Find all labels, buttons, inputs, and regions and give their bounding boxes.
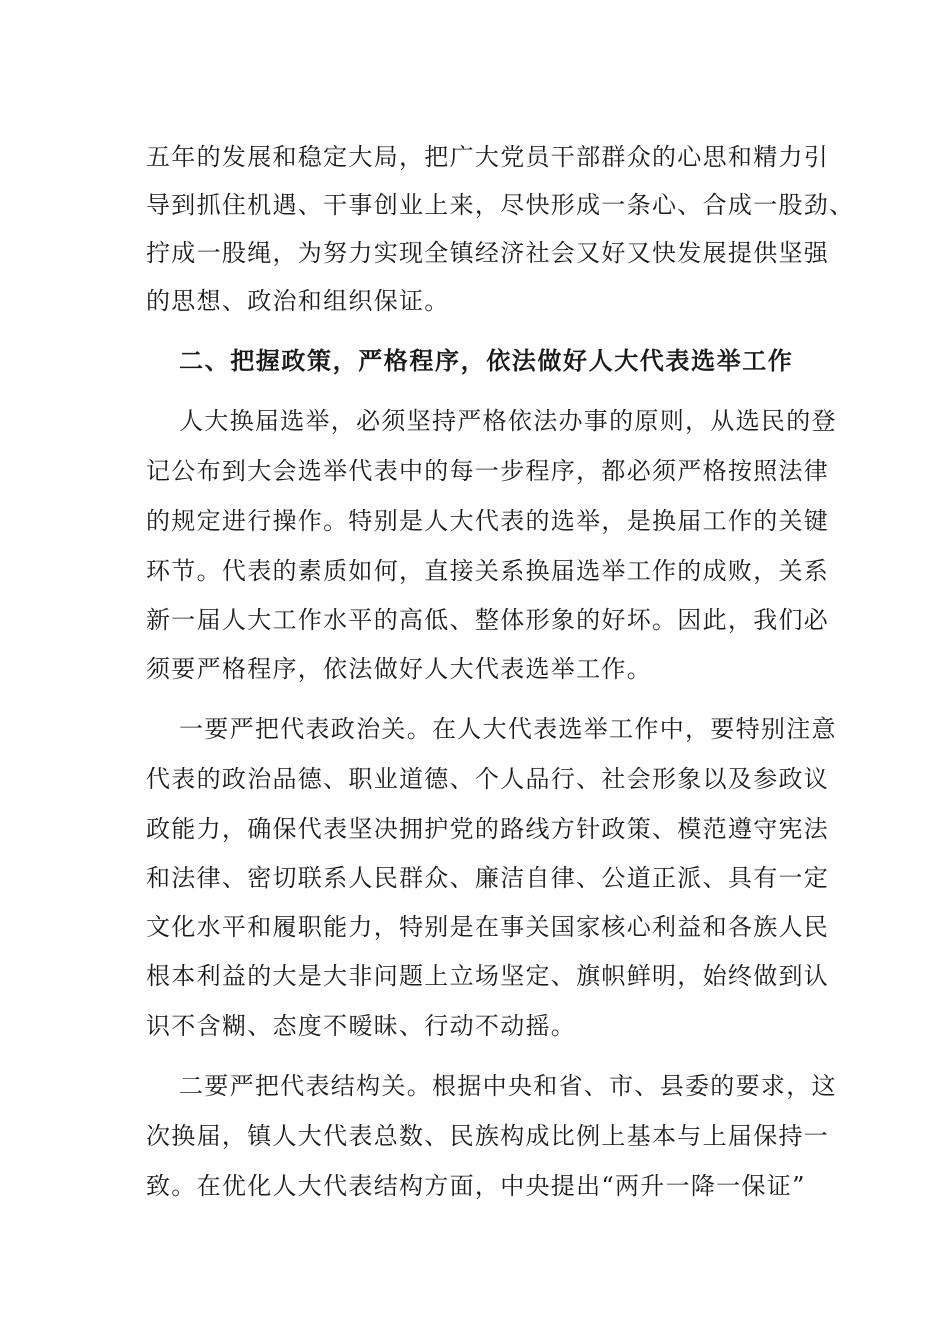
text-line: 导到抓住机遇、干事创业上来，尽快形成一条心、合成一股劲、 bbox=[146, 191, 855, 219]
text-line: 文化水平和履职能力，特别是在事关国家核心利益和各族人民 bbox=[146, 913, 830, 941]
text-line: 拧成一股绳，为努力实现全镇经济社会又好又快发展提供坚强 bbox=[146, 239, 830, 267]
text-line: 和法律、密切联系人民群众、廉洁自律、公道正派、具有一定 bbox=[146, 864, 830, 892]
text-line: 次换届，镇人大代表总数、民族构成比例上基本与上届保持一 bbox=[146, 1122, 830, 1150]
section-heading: 二、把握政策，严格程序，依法做好人大代表选举工作 bbox=[179, 346, 794, 375]
text-line: 的规定进行操作。特别是人大代表的选举，是换届工作的关键 bbox=[146, 507, 830, 535]
text-line: 的思想、政治和组织保证。 bbox=[146, 287, 450, 315]
text-line: 致。在优化人大代表结构方面，中央提出“两升一降一保证” bbox=[146, 1172, 806, 1200]
text-line: 代表的政治品德、职业道德、个人品行、社会形象以及参政议 bbox=[146, 765, 830, 793]
text-line: 人大换届选举，必须坚持严格依法办事的原则，从选民的登 bbox=[179, 407, 837, 435]
text-line: 识不含糊、态度不暧昧、行动不动摇。 bbox=[146, 1012, 577, 1040]
text-line: 根本利益的大是大非问题上立场坚定、旗帜鲜明，始终做到认 bbox=[146, 962, 830, 990]
text-line: 政能力，确保代表坚决拥护党的路线方针政策、模范遵守宪法 bbox=[146, 815, 830, 843]
text-line: 环节。代表的素质如何，直接关系换届选举工作的成败，关系 bbox=[146, 557, 830, 585]
text-line: 记公布到大会选举代表中的每一步程序，都必须严格按照法律 bbox=[146, 457, 830, 485]
text-line: 二要严把代表结构关。根据中央和省、市、县委的要求，这 bbox=[179, 1072, 837, 1100]
text-line: 新一届人大工作水平的高低、整体形象的好坏。因此，我们必 bbox=[146, 606, 830, 634]
text-line: 须要严格程序，依法做好人大代表选举工作。 bbox=[146, 655, 652, 683]
text-line: 一要严把代表政治关。在人大代表选举工作中，要特别注意 bbox=[179, 715, 837, 743]
text-line: 五年的发展和稳定大局，把广大党员干部群众的心思和精力引 bbox=[146, 143, 830, 171]
